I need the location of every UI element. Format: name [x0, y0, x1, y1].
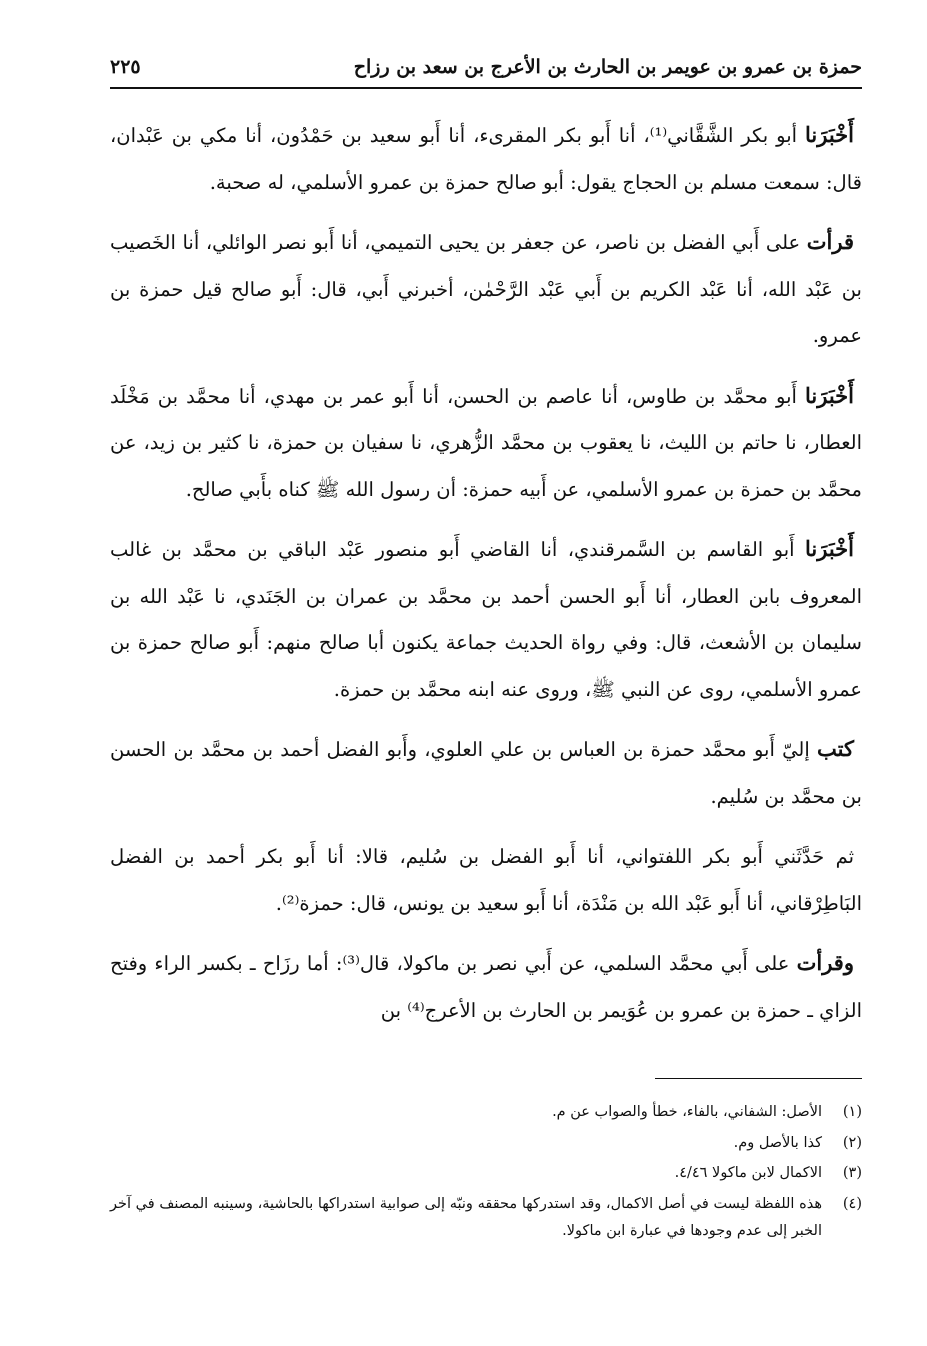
page-number: ٢٢٥ — [110, 56, 141, 78]
footnote-text: الأصل: الشفاني، بالفاء، خطأ والصواب عن م. — [552, 1104, 822, 1120]
paragraph-lead: أَخْبَرَنا — [805, 122, 854, 147]
paragraph-lead: كتب — [817, 736, 854, 761]
paragraph-text: أَبو القاسم بن السَّمرقندي، أنا القاضي أَبو منصور عَبْد الباقي بن محمَّد بن غالب المعروف بابن العطار، أنا أَبو الحسن أحمد بن محمَّد بن عمران بن الجَنَدي، نا عَبْد الله بن سليمان بن الأشعث، قال: وفي رواة الحديث جماعة يكنون أبا صالح منهم: أَبو صالح حمزة بن عمرو الأسلمي، روى عن النبي ﷺ، وروى عنه ابنه محمَّد بن حمزة. — [110, 538, 862, 701]
paragraph-text: على أَبي محمَّد السلمي، عن أَبي نصر بن ماكولا، قال⁽³⁾: أما رزَاح ـ بكسر الراء وفتح الزاي ـ حمزة بن عمرو بن عُوَيمر بن الحارث بن الأعرج⁽⁴⁾ بن — [110, 952, 862, 1022]
paragraph-lead: قرأت — [806, 229, 854, 254]
footnote-2 — [110, 1130, 862, 1158]
paragraph-text: أَبو محمَّد بن طاوس، أنا عاصم بن الحسن، أنا أَبو عمر بن مهدي، أنا محمَّد بن مَخْلَد العطار، نا حاتم بن الليث، نا يعقوب بن محمَّد الزُّهري، نا سفيان بن حمزة، نا كثير بن زيد، عن محمَّد بن حمزة بن عمرو الأسلمي، عن أَبيه حمزة: أن رسول الله ﷺ كناه بأَبي صالح. — [110, 384, 862, 501]
footnote-4 — [110, 1191, 862, 1246]
footnotes — [110, 1099, 862, 1249]
paragraph-lead: أَخْبَرَنا — [805, 536, 854, 561]
running-title: حمزة بن عمرو بن عويمر بن الحارث بن الأعرج بن سعد بن رزاح — [353, 56, 862, 78]
paragraph-text: ثم حَدَّثَني أَبو بكر اللفتواني، أنا أَبو الفضل بن سُليم، قالا: أنا أَبو بكر أحمد بن الفضل البَاطِرْقاني، أنا أَبو عَبْد الله بن مَنْدَة، أنا أَبو سعيد بن يونس، قال: حمزة⁽²⁾. — [110, 845, 862, 915]
paragraph-1 — [110, 112, 862, 206]
paragraph-6 — [110, 833, 862, 927]
footnote-text: الاكمال لابن ماكولا ٤/٤٦. — [674, 1165, 822, 1181]
paragraph-2 — [110, 219, 862, 360]
footnote-rule — [655, 1078, 862, 1079]
paragraph-text: إليّ أَبو محمَّد حمزة بن العباس بن علي العلوي، وأَبو الفضل أحمد بن محمَّد بن الحسن بن محمَّد بن سُليم. — [110, 738, 862, 808]
paragraph-text: أبو بكر الشَّقَّاني⁽¹⁾، أنا أَبو بكر المقرىء، أنا أَبو سعيد بن حَمْدُون، أنا مكي بن عَبْدان، قال: سمعت مسلم بن الحجاج يقول: أبو صالح حمزة بن عمرو الأسلمي، له صحبة. — [110, 124, 862, 194]
paragraph-lead: أَخْبَرَنا — [805, 382, 854, 408]
paragraph-text: على أَبي الفضل بن ناصر، عن جعفر بن يحيى التميمي، أنا أَبو نصر الوائلي، أنا الخَصيب بن عَبْد الله، أنا عَبْد الكريم بن أَبي عَبْد الرَّحْمٰن، أخبرني أَبي، قال: أَبو صالح قيل حمزة بن عمرو. — [110, 231, 862, 347]
page-header — [110, 50, 862, 84]
footnote-number: (١) — [842, 1104, 862, 1120]
paragraph-4 — [110, 526, 862, 713]
body-text — [110, 112, 862, 1047]
footnote-number: (٣) — [842, 1165, 862, 1181]
paragraph-7 — [110, 940, 862, 1034]
paragraph-lead: وقرأت — [796, 950, 854, 975]
footnote-1 — [110, 1099, 862, 1127]
footnote-text: كذا بالأصل وم. — [733, 1134, 822, 1151]
paragraph-5 — [110, 726, 862, 820]
footnote-number: (٤) — [842, 1195, 862, 1212]
footnote-text: هذه اللفظة ليست في أصل الاكمال، وقد استدركها محققه ونبّه إلى صوابية استدراكها بالحاشية، وسينبه المصنف في آخر الخبر إلى عدم وجودها في عبارة ابن ماكولا. — [110, 1195, 822, 1239]
header-rule — [110, 87, 862, 89]
footnote-number: (٢) — [842, 1134, 862, 1151]
footnote-3 — [110, 1160, 862, 1188]
paragraph-3 — [110, 373, 862, 514]
